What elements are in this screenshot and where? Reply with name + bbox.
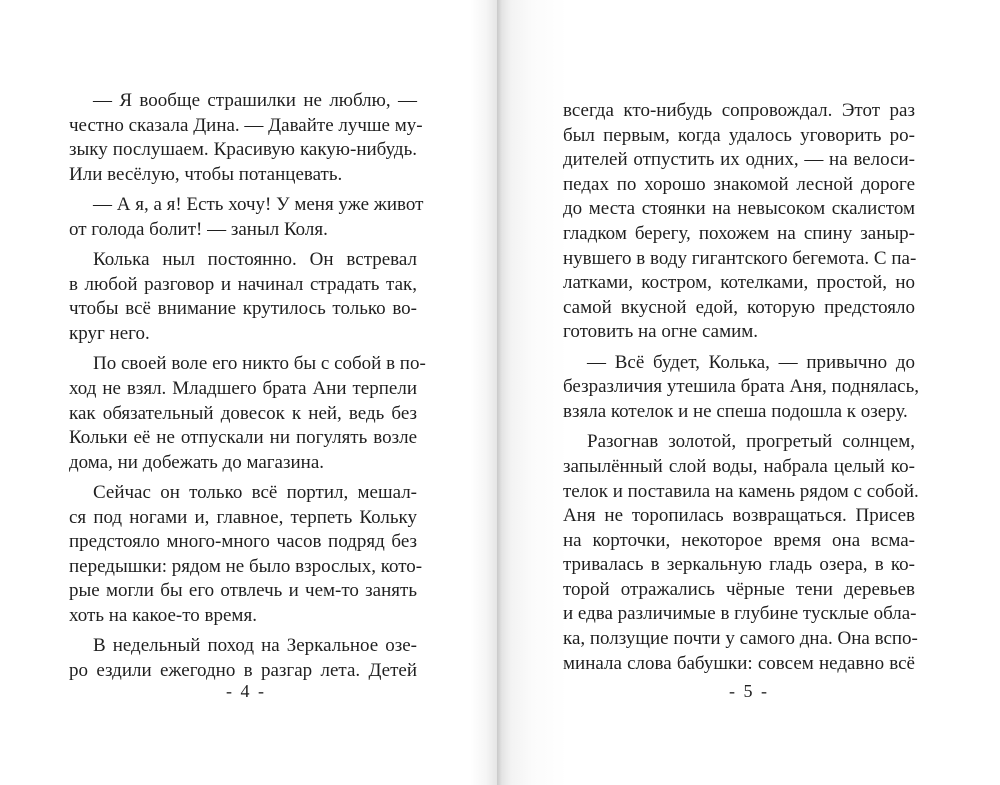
text-line: хоть на какое-то время. <box>69 605 257 627</box>
text-line: готовить на огне самим. <box>563 321 759 343</box>
text-line: По своей воле его никто бы с собой в по- <box>93 353 426 375</box>
text-line: от голода болит! — заныл Коля. <box>69 218 328 240</box>
text-line: торой отражались чёрные тени деревьев <box>563 578 915 600</box>
text-line: в любой разговор и начинал страдать так, <box>69 273 417 295</box>
text-line: Разогнав золотой, прогретый солнцем, <box>587 431 915 453</box>
text-line: зыку послушаем. Красивую какую-нибудь. <box>69 139 417 161</box>
text-line: самой вкусной едой, которую предстояло <box>563 296 915 318</box>
text-line: минала слова бабушки: совсем недавно всё <box>563 652 915 674</box>
text-line: всегда кто-нибудь сопровождал. Этот раз <box>563 100 915 121</box>
text-line: Кольки её не отпускали ни погулять возле <box>69 427 417 449</box>
text-line: честно сказала Дина. — Давайте лучше му- <box>69 114 423 136</box>
text-line: Или весёлую, чтобы потанцевать. <box>69 163 343 185</box>
text-line: гладком берегу, похожем на спину заныр- <box>563 222 915 244</box>
text-line: ся под ногами и, главное, терпеть Кольку <box>69 506 417 528</box>
text-line: латками, костром, котелками, простой, но <box>563 272 915 294</box>
text-line: тривалась в зеркальную гладь озера, в ко- <box>563 554 915 576</box>
book-gutter-shadow <box>470 0 497 785</box>
right-page <box>497 0 1000 785</box>
text-line: педах по хорошо знакомой лесной дороге <box>563 173 915 195</box>
text-line: — А я, а я! Есть хочу! У меня уже живот <box>93 194 424 216</box>
text-line: и едва различимые в глубине тусклые обла- <box>563 603 917 625</box>
left-page <box>0 0 497 785</box>
text-line: ка, ползущие почти у самого дна. Она вспо- <box>563 628 918 650</box>
text-line: запылённый слой воды, набрала целый ко- <box>563 455 915 477</box>
page-number-left: - 4 - <box>226 681 266 701</box>
text-line: чтобы всё внимание крутилось только во- <box>69 298 417 320</box>
text-line: Сейчас он только всё портил, мешал- <box>93 482 417 504</box>
text-line: телок и поставила на камень рядом с собой. <box>563 480 919 502</box>
left-page-text <box>69 89 426 684</box>
text-line: круг него. <box>69 322 150 344</box>
text-line: был первым, когда удалось уговорить ро- <box>563 124 915 146</box>
text-line: безразличия утешила брата Аня, поднялась, <box>563 376 919 398</box>
text-line: нувшего в воду гигантского бегемота. С па- <box>563 247 917 269</box>
text-line: дителей отпустить их одних, — на велоси- <box>563 149 915 171</box>
text-line: на корточки, некоторое время она всма- <box>563 529 915 551</box>
text-line: рые могли бы его отвлечь и чем-то занять <box>69 580 417 602</box>
text-line: Аня не торопилась возвращаться. Присев <box>563 505 915 527</box>
text-line: передышки: рядом не было взрослых, кото- <box>69 555 423 577</box>
page-number-right: - 5 - <box>729 681 769 701</box>
right-page-text <box>563 99 919 676</box>
text-line: предстояло много-много часов подряд без <box>69 531 417 553</box>
text-line: — Я вообще страшилки не люблю, — <box>93 90 417 111</box>
text-line: — Всё будет, Колька, — привычно до <box>587 351 915 373</box>
text-line: взяла котелок и не спеша подошла к озеру. <box>563 400 908 422</box>
text-line: ход не взял. Младшего брата Ани терпели <box>69 377 417 399</box>
text-line: ро ездили ежегодно в разгар лета. Детей <box>69 660 417 682</box>
text-line: дома, ни добежать до магазина. <box>69 451 325 473</box>
text-line: как обязательный довесок к ней, ведь без <box>69 402 417 424</box>
text-line: до места стоянки на невысоком скалистом <box>563 198 915 220</box>
text-line: Колька ныл постоянно. Он встревал <box>93 249 417 271</box>
text-line: В недельный поход на Зеркальное озе- <box>93 635 417 657</box>
